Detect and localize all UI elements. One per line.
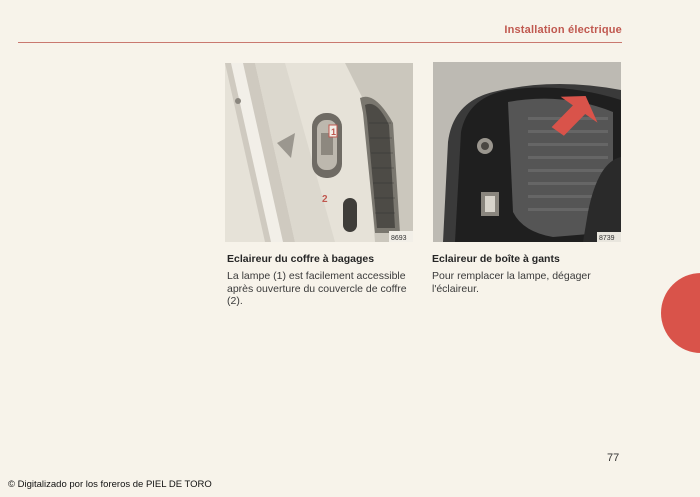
callout-1-label: 1: [331, 127, 337, 137]
figure-ref-left: 8693: [391, 235, 407, 242]
callout-2-label: 2: [322, 194, 328, 205]
glovebox-lamp-title: Eclaireur de boîte à gants: [432, 253, 560, 265]
trunk-lamp-description: La lampe (1) est facilement accessible après ouverture du couvercle de coffre (2).: [227, 270, 407, 307]
section-title: Installation électrique: [504, 24, 622, 36]
scan-credit: © Digitalizado por los foreros de PIEL DE TORO: [8, 479, 212, 490]
glovebox-lamp-photo: [433, 62, 621, 242]
figure-ref-right: 8739: [599, 235, 615, 242]
header-divider: [18, 42, 622, 43]
trunk-lamp-title: Eclaireur du coffre à bagages: [227, 253, 375, 265]
glovebox-lamp-description: Pour remplacer la lampe, dégager l'éclaireur.: [432, 270, 591, 295]
page-number: 77: [607, 452, 620, 464]
trunk-lamp-photo: [225, 63, 413, 242]
section-tab-marker: [661, 273, 700, 353]
